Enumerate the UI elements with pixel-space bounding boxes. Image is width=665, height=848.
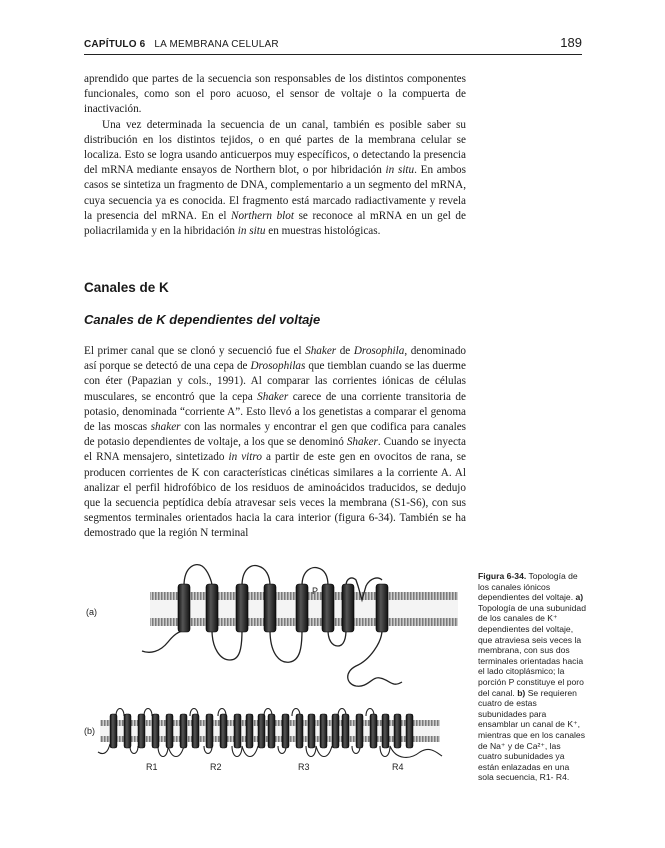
p3-c: de [336, 345, 354, 357]
p3-e: , denominado así porque se detectó de una cepa de [84, 345, 467, 373]
caption-text-1: Topología de los canales iónicos dependientes del voltaje. [478, 571, 578, 603]
paragraph-1: aprendido que partes de la secuencia son responsables de los distintos componentes funcionales, como son el poro acuoso, el sensor de voltaje o la compuerta de inactivación. [84, 73, 466, 116]
section-heading: Canales de K [84, 280, 169, 295]
caption-title: Figura 6-34. [478, 571, 527, 581]
subsection-heading: Canales de K dependientes del voltaje [84, 312, 321, 327]
paragraph-2 [84, 118, 466, 240]
membrane-topology-figure [80, 556, 472, 788]
caption-text-3: Se requieren cuatro de estas subunidades para ensamblar un canal de K⁺, mientras que en los canales de Na⁺ y de Ca²⁺, las cuatro subunidades ya están enlazadas en una sola secuencia, R1- R4. [478, 687, 586, 783]
chapter-heading [84, 39, 279, 50]
repeat-label-r2: R2 [210, 762, 222, 772]
p3-h: Shaker [257, 390, 289, 403]
shaker-paragraph [84, 344, 466, 542]
figure-caption [478, 571, 586, 783]
p3-o: a partir de este gen en ovocitos de rana, se producen corrientes de K con características cinéticas similares a la corriente A. Al analizar el perfil hidrofóbico de los residuos de aminoácidos traducidos, se dedujo que la secuencia peptídica debía atravesar seis veces la membrana (S1-S6), con sus segmentos terminales orientados hacia la cara interior (figura 6-34). También se ha demostrado que la región N terminal [84, 451, 467, 540]
p2-text-a: Una vez determinada la secuencia de un canal, también es posible saber su distribución en los distintos tejidos, o en qué partes de la membrana celular se localiza. Esto se logra usando anticuerpos muy específicos, o detectando la presencia del mRNA mediante ensayos de Northern blot, o por hibridación [84, 118, 466, 177]
p2-italic-d: Northern blot [231, 209, 294, 222]
caption-part-b: b) [517, 687, 526, 698]
panel-a-label: (a) [86, 607, 97, 617]
repeat-label-r4: R4 [392, 762, 404, 772]
p2-text-c: . En ambos casos se sintetiza un fragmento de DNA, complementario a un segmento del mRNA, cuya secuencia ya es conocida. El fragmento está marcado radiactivamente y revela la presencia del mRNA. En el [84, 164, 467, 222]
caption-part-a: a) [575, 592, 584, 603]
paragraph-3 [84, 344, 466, 542]
p2-italic-b: in situ [385, 164, 415, 177]
p3-i: carece de una corriente transitoria de potasio, denominada “corriente A”. Esto llevó a los genetistas a comparar el genoma de las moscas [84, 390, 466, 434]
p3-j: shaker [150, 421, 181, 434]
panel-b-label: (b) [84, 726, 95, 736]
p3-f: Drosophilas [250, 360, 306, 373]
p3-l: Shaker [346, 436, 378, 449]
caption-text-2: Topología de una subunidad de los canales de K⁺ dependientes del voltaje, que atraviesa seis veces la membrana, con sus dos terminales orientadas hacia el lado citoplásmico; la porción P constituye el poro del canal. [478, 602, 586, 698]
page-number: 189 [560, 35, 582, 50]
p3-k: con las normales y encontrar el gen que codifica para canales de potasio dependientes de voltaje, a los que se denominó [84, 421, 467, 449]
repeat-label-r3: R3 [298, 762, 310, 772]
pore-label: P [312, 586, 319, 596]
chapter-title: LA MEMBRANA CELULAR [154, 39, 279, 50]
p3-a: El primer canal que se clonó y secuenció fue el [84, 345, 306, 357]
p3-m: . Cuando se inyecta el RNA mensajero, sintetizado [84, 436, 466, 464]
p3-d: Drosophila [353, 345, 405, 357]
p2-text-e: se reconoce al mRNA en un gel de poliacrilamida y en la hibridación [84, 209, 466, 238]
running-header [84, 36, 582, 55]
chapter-label: CAPÍTULO 6 [84, 39, 146, 50]
p3-g: que tiemblan cuando se las duerme con éter (Papazian y cols., 1991). Al comparar las corrientes iónicas de células musculares, se encontró que la cepa [84, 360, 466, 403]
p2-text-g: en muestras histológicas. [265, 225, 381, 238]
p2-italic-f: in situ [237, 225, 266, 238]
intro-paragraphs [84, 72, 466, 239]
p3-b: Shaker [305, 345, 337, 357]
p3-n: in vitro [228, 451, 262, 464]
repeat-label-r1: R1 [146, 762, 158, 772]
